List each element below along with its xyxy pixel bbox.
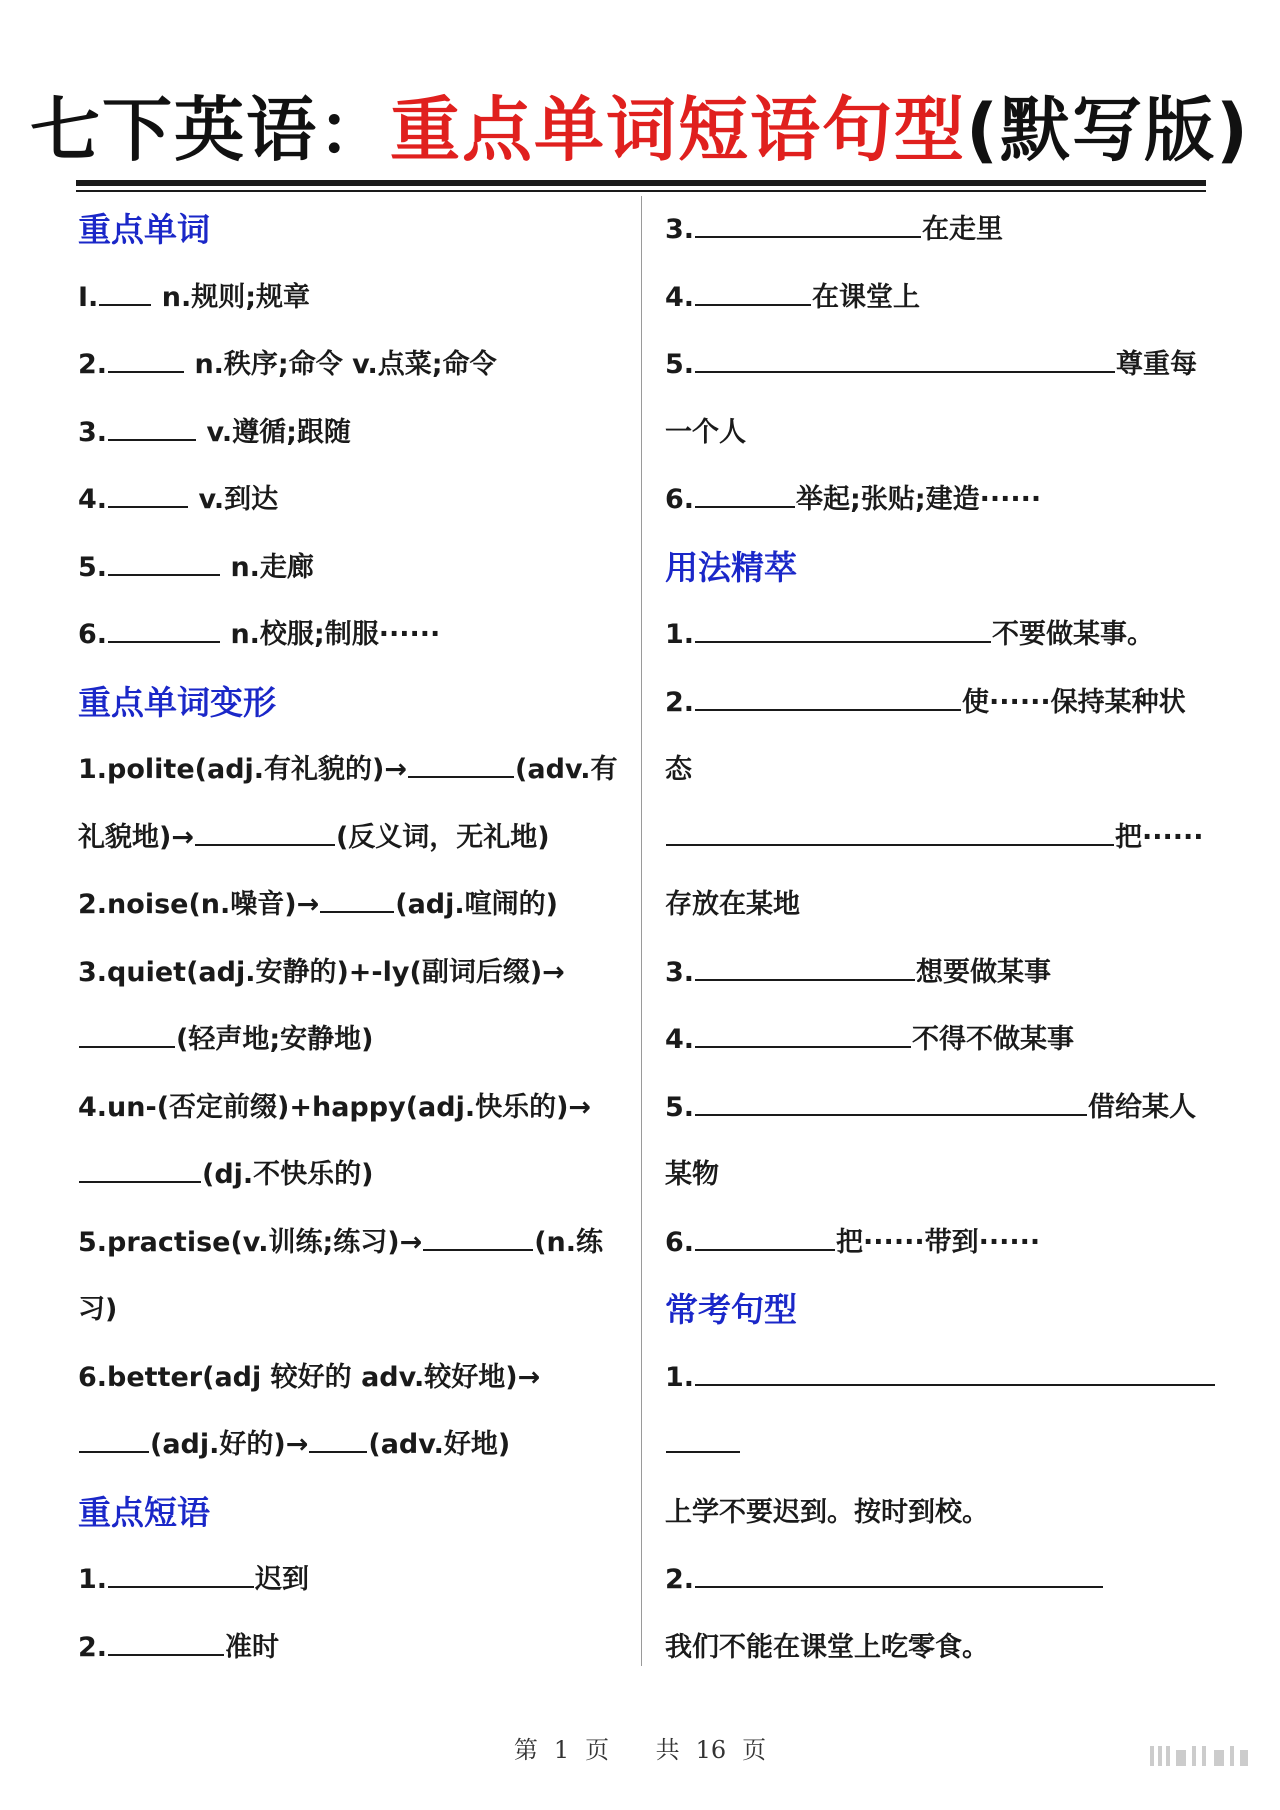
fill-blank[interactable]: [423, 1227, 533, 1251]
page-footer: [0, 1730, 1280, 1765]
form-item-5-cont: 习): [78, 1294, 118, 1325]
phrase-item-5-cont: 一个人: [665, 416, 746, 448]
fill-blank[interactable]: [695, 484, 795, 508]
phrase-item-5: 5. 尊重每: [665, 349, 1198, 380]
usage-item-5-cont: 某物: [665, 1159, 719, 1190]
column-divider: [641, 196, 642, 1666]
page-title: [0, 82, 1280, 178]
fill-blank[interactable]: [99, 282, 151, 306]
sentence-item-1-text: 上学不要迟到。按时到校。: [665, 1496, 989, 1528]
footer-total-number: 16: [695, 1736, 727, 1764]
fill-blank[interactable]: [108, 1632, 224, 1656]
sentence-item-1-cont: [665, 1411, 1210, 1479]
section-heading-word-forms: 重点单词变形: [78, 682, 276, 722]
watermark-logo: [1150, 1740, 1250, 1770]
right-column: [665, 196, 1210, 1681]
footer-page-unit: 页: [585, 1736, 610, 1764]
fill-blank[interactable]: [695, 619, 991, 643]
fill-blank[interactable]: [108, 552, 220, 576]
footer-total-label: 共: [655, 1736, 680, 1764]
title-rule: [76, 180, 1206, 186]
phrase-item-4: 4. 在课堂上: [665, 281, 921, 313]
fill-blank[interactable]: [320, 889, 394, 913]
fill-blank[interactable]: [695, 957, 915, 981]
fill-blank[interactable]: [108, 349, 184, 373]
form-item-4: 4.un-(否定前缀)+happy(adj.快乐的)→: [78, 1091, 592, 1123]
sentence-item-2-text: 我们不能在课堂上吃零食。: [665, 1631, 989, 1663]
fill-blank[interactable]: [408, 754, 514, 778]
form-item-6: 6.better(adj 较好的 adv.较好地)→: [78, 1361, 541, 1393]
fill-blank[interactable]: [695, 1092, 1087, 1116]
fill-blank[interactable]: [695, 687, 961, 711]
usage-item-2: 2. 使······保持某种状: [665, 686, 1186, 718]
usage-item-2-cont: 态: [665, 754, 692, 785]
form-item-3-cont: (轻声地;安静地): [78, 1006, 623, 1074]
title-highlight: 重点单词短语句型: [390, 89, 966, 171]
phrase-item-6: 6. 举起;张贴;建造······: [665, 484, 1042, 515]
form-item-4-cont: (dj.不快乐的): [78, 1141, 623, 1209]
fill-blank[interactable]: [79, 1429, 149, 1453]
fill-blank[interactable]: [195, 822, 335, 846]
title-rule-thin: [76, 190, 1206, 192]
section-heading-key-words: 重点单词: [78, 210, 210, 249]
form-item-6-cont: (adj.好的)→ (adv.好地): [78, 1411, 623, 1479]
form-item-1-cont: 礼貌地)→ (反义词，无礼地): [78, 821, 550, 853]
sentence-item-2: 2.: [665, 1546, 1210, 1614]
fill-blank[interactable]: [695, 1024, 911, 1048]
fill-blank[interactable]: [695, 282, 811, 306]
usage-item-1: 1. 不要做某事。: [665, 619, 1155, 650]
fill-blank[interactable]: [79, 1159, 201, 1183]
fill-blank[interactable]: [695, 1362, 1215, 1386]
fill-blank[interactable]: [666, 1429, 740, 1453]
usage-item-5: 5. 借给某人: [665, 1091, 1197, 1123]
fill-blank[interactable]: [695, 1227, 835, 1251]
footer-total-unit: 页: [742, 1736, 767, 1764]
usage-item-4: 4. 不得不做某事: [665, 1024, 1075, 1055]
word-item-2: 2. n.秩序;命令 v.点菜;命令: [78, 349, 497, 380]
form-item-1: 1.polite(adj.有礼貌的)→ (adv.有: [78, 754, 618, 785]
fill-blank[interactable]: [695, 214, 921, 238]
title-suffix: (默写版): [966, 89, 1250, 171]
usage-item-2-alt: 把······: [665, 804, 1210, 872]
form-item-5: 5.practise(v.训练;练习)→ (n.练: [78, 1226, 604, 1258]
fill-blank[interactable]: [666, 822, 1114, 846]
usage-item-3: 3. 想要做某事: [665, 956, 1052, 988]
title-prefix: 七下英语：: [30, 89, 390, 171]
usage-item-2-alt-cont: 存放在某地: [665, 889, 800, 920]
section-heading-sentences: 常考句型: [665, 1290, 797, 1329]
phrase-item-3: 3. 在走里: [665, 214, 1004, 245]
section-heading-usage: 用法精萃: [665, 547, 797, 587]
usage-item-6: 6. 把······带到······: [665, 1226, 1041, 1258]
footer-page-label: 第: [513, 1736, 538, 1764]
footer-page-number: 1: [553, 1736, 570, 1764]
fill-blank[interactable]: [695, 349, 1115, 373]
fill-blank[interactable]: [309, 1429, 367, 1453]
fill-blank[interactable]: [108, 417, 196, 441]
word-item-6: 6. n.校服;制服······: [78, 619, 441, 650]
form-item-2: 2.noise(n.噪音)→ (adj.喧闹的): [78, 889, 558, 920]
section-heading-key-phrases: 重点短语: [78, 1492, 210, 1532]
fill-blank[interactable]: [695, 1564, 1103, 1588]
phrase-item-1: 1. 迟到: [78, 1564, 310, 1595]
form-item-3: 3.quiet(adj.安静的)+-ly(副词后缀)→: [78, 956, 565, 988]
left-column: [78, 196, 623, 1681]
fill-blank[interactable]: [108, 1564, 254, 1588]
sentence-item-1: 1.: [665, 1344, 1210, 1412]
phrase-item-2: 2. 准时: [78, 1631, 280, 1663]
word-item-4: 4. v.到达: [78, 484, 279, 515]
fill-blank[interactable]: [108, 484, 188, 508]
word-item-3: 3. v.遵循;跟随: [78, 416, 351, 448]
fill-blank[interactable]: [79, 1024, 175, 1048]
fill-blank[interactable]: [108, 619, 220, 643]
word-item-5: 5. n.走廊: [78, 551, 314, 583]
word-item-1: I. n.规则;规章: [78, 281, 310, 313]
